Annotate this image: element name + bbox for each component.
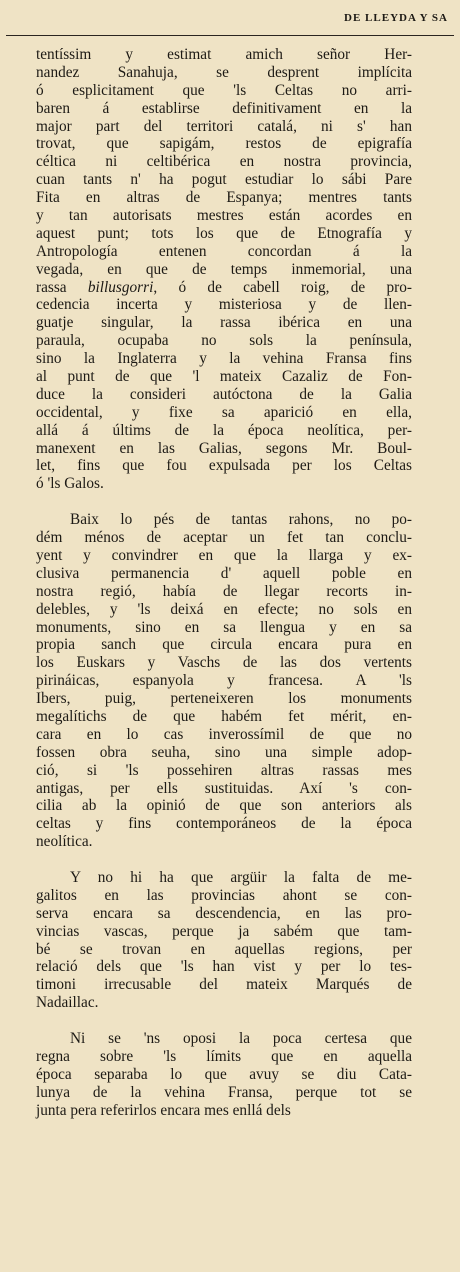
text-line: neolítica.	[36, 833, 93, 851]
paragraph	[36, 511, 412, 851]
text-line: céltica ni celtibérica en nostra provincia,	[36, 153, 412, 171]
text-line: ció, si 'ls possehiren altras rassas mes	[36, 761, 412, 779]
paragraph-gap	[36, 1012, 412, 1030]
text-line: Fita en altras de Espanya; mentres tants	[36, 189, 412, 207]
text-line: cuan tants n' ha pogut estudiar lo sábi Pare	[36, 171, 412, 189]
text-line: bé se trovan en aquellas regions, per	[36, 940, 412, 958]
text-line: Y no hi ha que argüir la falta de me-	[70, 868, 412, 886]
text-line: yent y convindrer en que la llarga y ex-	[36, 546, 412, 564]
paragraph	[36, 1030, 412, 1119]
text-line: megalítichs de que habém fet mérit, en-	[36, 707, 412, 725]
text-line: Ibers, puig, perteneixeren los monuments	[36, 690, 412, 708]
text-line: lunya de la vehina Fransa, perque tot se	[36, 1083, 412, 1101]
text-line: serva encara sa descendencia, en las pro-	[36, 904, 412, 922]
text-line: cedencia incerta y misteriosa y de llen-	[36, 296, 412, 314]
text-line: galitos en las provincias ahont se con-	[36, 886, 412, 904]
text-line: duce la consideri autóctona de la Galia	[36, 385, 412, 403]
text-line: Antropología entenen concordan á la	[36, 242, 412, 260]
text-line: manexent en las Galias, segons Mr. Boul-	[36, 439, 412, 457]
text-line: tentíssim y estimat amich señor Her-	[36, 46, 412, 63]
text-line: allá á últims de la época neolítica, per-	[36, 421, 412, 439]
text-line: época separaba lo que avuy se diu Cata-	[36, 1065, 412, 1083]
text-line: nandez Sanahuja, se desprent implícita	[36, 63, 412, 81]
text-line: ó 'ls Galos.	[36, 475, 104, 493]
text-line: major part del territori catalá, ni s' han	[36, 117, 412, 135]
text-line: sino la Inglaterra y la vehina Fransa fins	[36, 350, 412, 368]
text-line: ó esplicitament que 'ls Celtas no arri-	[36, 81, 412, 99]
italic-term: billusgorri	[87, 278, 154, 296]
text-line: cilia ab la opinió de que son anteriors als	[36, 797, 412, 815]
text-line: let, fins que fou expulsada per los Celtas	[36, 457, 412, 475]
text-line: paraula, ocupaba no sols la península,	[36, 332, 412, 350]
text-line: dém ménos de aceptar un fet tan conclu-	[36, 529, 412, 547]
text-line: timoni irrecusable del mateix Marqués de	[36, 976, 412, 994]
running-title: DE LLEYDA Y SA	[344, 12, 448, 24]
text-line: regna sobre 'ls límits que en aquella	[36, 1047, 412, 1065]
text-line: junta pera referirlos encara mes enllá dels	[36, 1101, 291, 1119]
paragraph-gap	[36, 493, 412, 511]
header-rule	[6, 35, 454, 36]
text-line: aquest punt; tots los que de Etnografía y	[36, 224, 412, 242]
text-line: y tan autorisats mestres están acordes en	[36, 207, 412, 225]
text-column	[36, 46, 412, 1119]
text-line: pirináicas, espanyola y francesa. A 'ls	[36, 672, 412, 690]
text-line: cara en lo cas inverossímil de que no	[36, 725, 412, 743]
text-line: propia sanch que circula encara pura en	[36, 636, 412, 654]
text-line: antigas, per ells sustituidas. Axí 's con-	[36, 779, 412, 797]
text-line: vegada, en que de temps inmemorial, una	[36, 260, 412, 278]
text-line: Ni se 'ns oposi la poca certesa que	[70, 1029, 412, 1047]
text-line: guatje singular, la rassa ibérica en una	[36, 314, 412, 332]
paragraph	[36, 869, 412, 1012]
paragraph-gap	[36, 851, 412, 869]
text-line: Baix lo pés de tantas rahons, no po-	[70, 511, 412, 529]
text-line: nostra regió, había de llegar recorts in-	[36, 582, 412, 600]
text-line: al punt de que 'l mateix Cazaliz de Fon-	[36, 368, 412, 386]
text-line: rassa billusgorri, ó de cabell roig, de pro-	[36, 278, 412, 296]
text-line: celtas y fins contemporáneos de la época	[36, 815, 412, 833]
text-line: delebles, y 'ls deixá en efecte; no sols en	[36, 600, 412, 618]
text-line: baren á establirse definitivament en la	[36, 99, 412, 117]
text-line: vincias vascas, perque ja sabém que tam-	[36, 922, 412, 940]
text-line: fossen obra seuha, sino una simple adop-	[36, 743, 412, 761]
text-line: monuments, sino en sa llengua y en sa	[36, 618, 412, 636]
text-line: occidental, y fixe sa aparició en ella,	[36, 403, 412, 421]
text-line: Nadaillac.	[36, 994, 99, 1012]
text-line: clusiva permanencia d' aquell poble en	[36, 564, 412, 582]
text-line: los Euskars y Vaschs de las dos vertents	[36, 654, 412, 672]
text-line: relació dels que 'ls han vist y per lo tes-	[36, 958, 412, 976]
text-line: trovat, que sapigám, restos de epigrafía	[36, 135, 412, 153]
paragraph	[36, 46, 412, 493]
